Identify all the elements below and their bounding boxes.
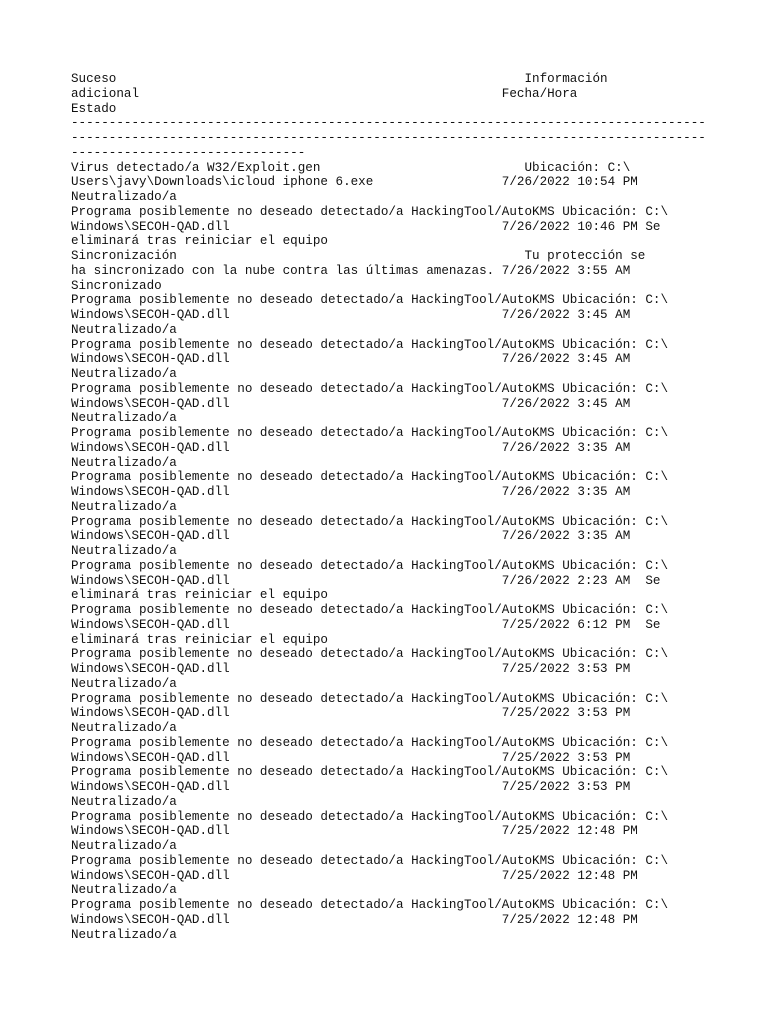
log-entry-line: Programa posiblemente no deseado detectado/a HackingTool/AutoKMS Ubicación: C:\ <box>71 470 669 485</box>
log-entry-line: Windows\SECOH-QAD.dll 7/26/2022 3:45 AM <box>71 308 631 322</box>
log-entry <box>71 205 711 249</box>
log-entry-line: Programa posiblemente no deseado detectado/a HackingTool/AutoKMS Ubicación: C:\ <box>71 381 669 396</box>
log-entry-line: Neutralizado/a <box>71 839 177 853</box>
log-entry-line: Programa posiblemente no deseado detectado/a HackingTool/AutoKMS Ubicación: C:\ <box>71 898 669 912</box>
log-entry <box>71 382 711 426</box>
log-entry-line: Neutralizado/a <box>71 676 177 691</box>
log-entry-line: Neutralizado/a <box>71 927 177 942</box>
log-entry-line: Neutralizado/a <box>71 411 177 426</box>
log-entry-line: Programa posiblemente no deseado detectado/a HackingTool/AutoKMS Ubicación: C:\ <box>71 426 669 440</box>
log-entry-line: Windows\SECOH-QAD.dll 7/26/2022 3:45 AM <box>71 352 631 367</box>
log-entry-line: Windows\SECOH-QAD.dll 7/26/2022 3:35 AM <box>71 485 631 499</box>
log-entry-line: Users\javy\Downloads\icloud iphone 6.exe 7/26/2022 10:54 PM <box>71 175 638 190</box>
log-entry <box>71 898 711 942</box>
log-entry-line: Windows\SECOH-QAD.dll 7/25/2022 3:53 PM <box>71 780 631 794</box>
log-entry-line: Programa posiblemente no deseado detectado/a HackingTool/AutoKMS Ubicación: C:\ <box>71 691 669 706</box>
log-entry-line: Neutralizado/a <box>71 721 177 735</box>
log-entry-line: Programa posiblemente no deseado detectado/a HackingTool/AutoKMS Ubicación: C:\ <box>71 204 669 219</box>
log-entry <box>71 426 711 470</box>
log-entry-line: Windows\SECOH-QAD.dll 7/25/2022 12:48 PM <box>71 868 638 883</box>
log-entry-line: Programa posiblemente no deseado detectado/a HackingTool/AutoKMS Ubicación: C:\ <box>71 809 669 824</box>
log-entry-line: Programa posiblemente no deseado detectado/a HackingTool/AutoKMS Ubicación: C:\ <box>71 647 669 662</box>
log-entry-line: Windows\SECOH-QAD.dll 7/25/2022 12:48 PM <box>71 912 638 927</box>
log-entry <box>71 854 711 898</box>
log-entry-line: Neutralizado/a <box>71 367 177 381</box>
table-header <box>71 72 711 116</box>
log-entry-line: Programa posiblemente no deseado detectado/a HackingTool/AutoKMS Ubicación: C:\ <box>71 853 669 868</box>
log-entry-line: Windows\SECOH-QAD.dll 7/26/2022 3:35 AM <box>71 440 631 455</box>
log-entry-line: Windows\SECOH-QAD.dll 7/25/2022 3:53 PM <box>71 750 631 765</box>
log-entry-line: Programa posiblemente no deseado detectado/a HackingTool/AutoKMS Ubicación: C:\ <box>71 337 669 352</box>
document-page <box>71 72 711 942</box>
log-entry <box>71 603 711 647</box>
log-entry-line: Windows\SECOH-QAD.dll 7/26/2022 10:46 PM Se <box>71 219 661 234</box>
log-entry-line: Windows\SECOH-QAD.dll 7/25/2022 3:53 PM <box>71 706 631 721</box>
log-entry-line: Neutralizado/a <box>71 455 177 470</box>
log-entry-line: Neutralizado/a <box>71 322 177 337</box>
log-entry-line: Windows\SECOH-QAD.dll 7/25/2022 12:48 PM <box>71 824 638 839</box>
log-entry-line: Neutralizado/a <box>71 499 177 514</box>
log-entry <box>71 470 711 514</box>
log-entry-line: Programa posiblemente no deseado detectado/a HackingTool/AutoKMS Ubicación: C:\ <box>71 293 669 308</box>
log-entry-line: Windows\SECOH-QAD.dll 7/25/2022 3:53 PM <box>71 662 631 676</box>
log-entry-line: Windows\SECOH-QAD.dll 7/26/2022 3:35 AM <box>71 529 631 544</box>
header-line: Suceso Información <box>71 72 608 86</box>
log-entry-line: ha sincronizado con la nube contra las últimas amenazas. 7/26/2022 3:55 AM <box>71 263 631 278</box>
log-entry-line: Sincronización Tu protección se <box>71 249 646 263</box>
separator <box>71 116 711 160</box>
log-entry-line: eliminará tras reiniciar el equipo <box>71 588 328 603</box>
header-line: adicional Fecha/Hora <box>71 86 578 101</box>
log-entry <box>71 161 711 205</box>
separator-line: ------------------------------- <box>71 145 306 160</box>
event-log-list <box>71 161 711 943</box>
log-entry <box>71 338 711 382</box>
log-entry-line: eliminará tras reiniciar el equipo <box>71 234 328 249</box>
log-entry-line: Sincronizado <box>71 278 162 293</box>
log-entry <box>71 249 711 293</box>
log-entry <box>71 515 711 559</box>
log-entry-line: Programa posiblemente no deseado detectado/a HackingTool/AutoKMS Ubicación: C:\ <box>71 558 669 573</box>
log-entry-line: Windows\SECOH-QAD.dll 7/25/2022 6:12 PM Se <box>71 617 661 632</box>
log-entry-line: Programa posiblemente no deseado detectado/a HackingTool/AutoKMS Ubicación: C:\ <box>71 514 669 529</box>
log-entry-line: eliminará tras reiniciar el equipo <box>71 632 328 647</box>
log-entry <box>71 647 711 691</box>
log-entry-line: Virus detectado/a W32/Exploit.gen Ubicación: C:\ <box>71 160 631 175</box>
log-entry-line: Programa posiblemente no deseado detectado/a HackingTool/AutoKMS Ubicación: C:\ <box>71 603 669 617</box>
log-entry-line: Programa posiblemente no deseado detectado/a HackingTool/AutoKMS Ubicación: C:\ <box>71 735 669 750</box>
log-entry-line: Windows\SECOH-QAD.dll 7/26/2022 2:23 AM Se <box>71 573 661 588</box>
log-entry <box>71 293 711 337</box>
log-entry-line: Neutralizado/a <box>71 544 177 558</box>
separator-line: ------------------------------------------------------------------------------------ <box>71 116 706 131</box>
log-entry-line: Programa posiblemente no deseado detectado/a HackingTool/AutoKMS Ubicación: C:\ <box>71 765 669 780</box>
log-entry-line: Neutralizado/a <box>71 794 177 809</box>
log-entry <box>71 559 711 603</box>
log-entry-line: Windows\SECOH-QAD.dll 7/26/2022 3:45 AM <box>71 396 631 411</box>
separator-line: ------------------------------------------------------------------------------------ <box>71 131 706 145</box>
log-entry-line: Neutralizado/a <box>71 190 177 204</box>
log-entry <box>71 765 711 809</box>
log-entry <box>71 810 711 854</box>
log-entry <box>71 692 711 736</box>
log-entry <box>71 736 711 766</box>
header-line: Estado <box>71 101 117 116</box>
log-entry-line: Neutralizado/a <box>71 883 177 898</box>
